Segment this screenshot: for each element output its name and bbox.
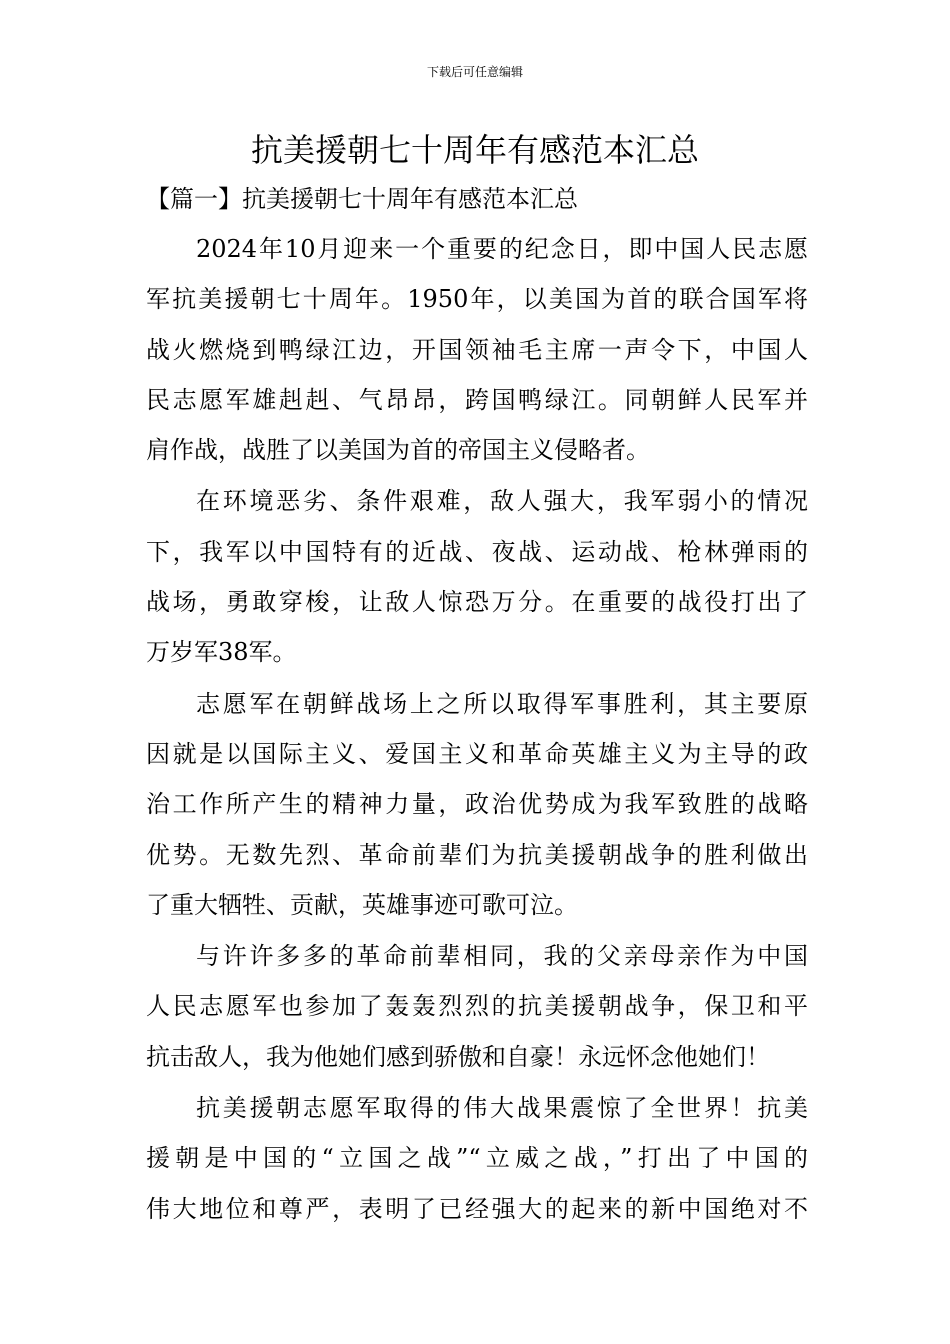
paragraph-line: 在环境恶劣、条件艰难，敌人强大，我军弱小的情况 [196,487,808,516]
paragraph-line: 因就是以国际主义、爱国主义和革命英雄主义为主导的政 [146,739,808,768]
paragraph-line: 战场，勇敢穿梭，让敌人惊恐万分。在重要的战役打出了 [146,588,808,617]
paragraph-line: 抗击敌人，我为他她们感到骄傲和自豪！永远怀念他她们！ [146,1042,770,1071]
paragraph-line: 伟大地位和尊严，表明了已经强大的起来的新中国绝对不 [146,1194,808,1223]
paragraph [146,936,808,1087]
paragraph-line: 优势。无数先烈、革命前辈们为抗美援朝战争的胜利做出 [146,840,808,869]
body-text [146,229,808,1240]
paragraph-line: 抗美援朝志愿军取得的伟大战果震惊了全世界！抗美 [196,1094,808,1123]
paragraph-line: 下，我军以中国特有的近战、夜战、运动战、枪林弹雨的 [146,537,808,566]
paragraph-line: 了重大牺牲、贡献，英雄事迹可歌可泣。 [146,890,578,919]
paragraph-line: 2024年10月迎来一个重要的纪念日，即中国人民志愿 [196,235,808,263]
paragraph-line: 军抗美援朝七十周年。1950年，以美国为首的联合国军将 [146,285,808,314]
paragraph [146,684,808,935]
paragraph-line: 人民志愿军也参加了轰轰烈烈的抗美援朝战争，保卫和平 [146,992,808,1021]
paragraph [146,229,808,480]
paragraph-line: 肩作战，战胜了以美国为首的帝国主义侵略者。 [146,436,650,465]
paragraph [146,1088,808,1239]
paragraph-line: 援朝是中国的“立国之战”“立威之战，”打出了中国的 [146,1144,808,1173]
paragraph-line: 战火燃烧到鸭绿江边，开国领袖毛主席一声令下，中国人 [146,335,808,364]
header-note: 下载后可任意编辑 [426,65,523,79]
section-heading: 【篇一】抗美援朝七十周年有感范本汇总 [146,185,578,213]
paragraph-line: 与许许多多的革命前辈相同，我的父亲母亲作为中国 [196,942,808,971]
document-title: 抗美援朝七十周年有感范本汇总 [250,131,699,169]
paragraph-line: 治工作所产生的精神力量，政治优势成为我军致胜的战略 [146,790,808,819]
paragraph-line: 民志愿军雄赳赳、气昂昂，跨国鸭绿江。同朝鲜人民军并 [146,385,808,414]
paragraph-line: 万岁军38军。 [146,638,297,667]
paragraph-line: 志愿军在朝鲜战场上之所以取得军事胜利，其主要原 [196,689,808,718]
paragraph [146,481,808,682]
